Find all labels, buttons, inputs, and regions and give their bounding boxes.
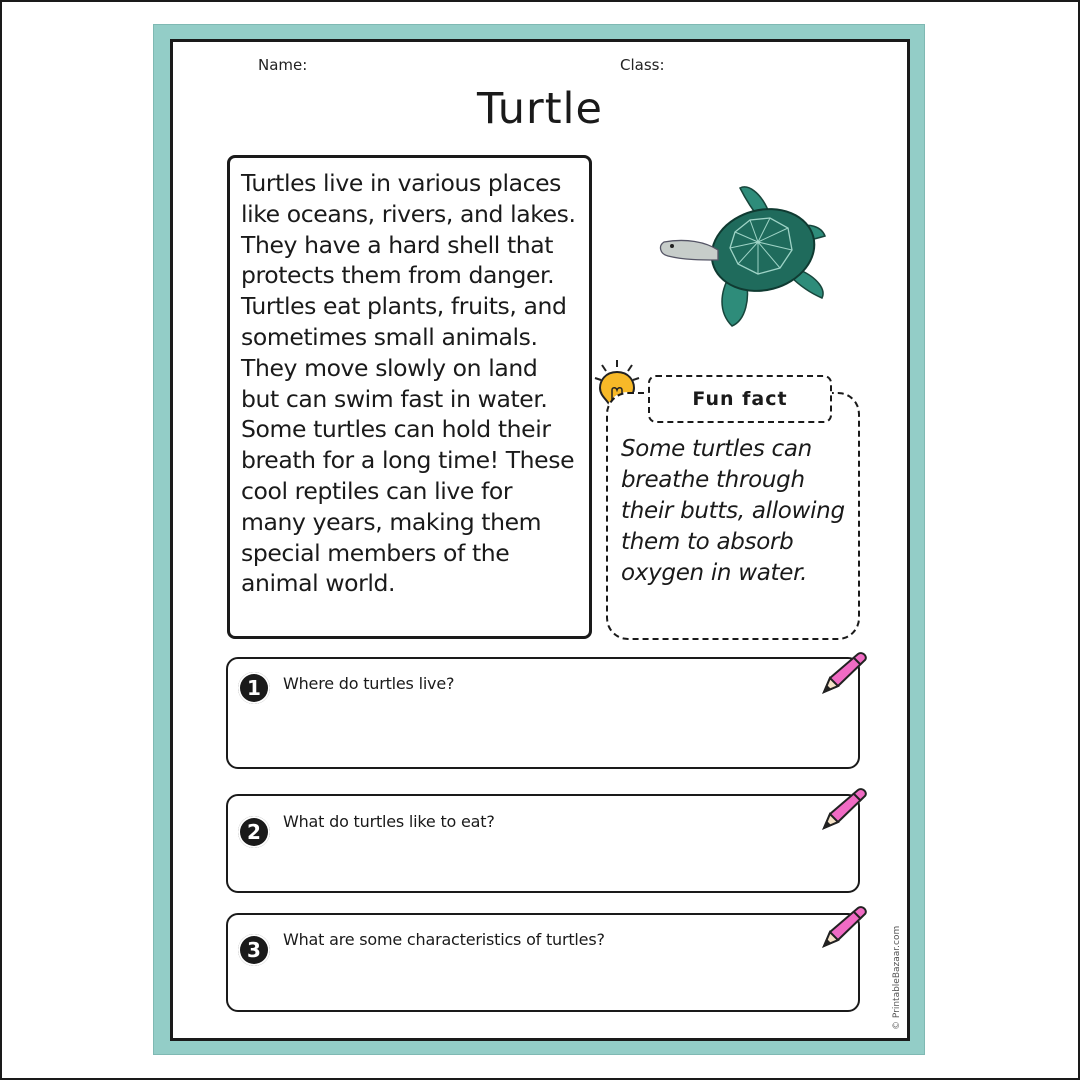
question-text-2: What do turtles like to eat? (283, 812, 495, 831)
question-text-1: Where do turtles live? (283, 674, 455, 693)
question-number-3: 3 (238, 934, 270, 966)
reading-passage-text: Turtles live in various places like oceans, rivers, and lakes. They have a hard shell that protects them from danger. Turtles eat plants, fruits, and sometimes small animals. They move slowly on land but can swim fast in water. Some turtles can hold their breath for a long time! These cool reptiles can live for many years, making them special members of the animal world. (241, 169, 576, 598)
fun-fact-text: Some turtles can breathe through their butts, allowing them to absorb oxygen in water. (621, 436, 845, 586)
class-label: Class: (620, 56, 665, 74)
question-text-3: What are some characteristics of turtles? (283, 930, 605, 949)
pencil-icon (818, 784, 870, 832)
question-number-2: 2 (238, 816, 270, 848)
reading-passage-box (227, 155, 592, 639)
sea-turtle-illustration (650, 180, 840, 330)
copyright-watermark: © PrintableBazaar.com (892, 925, 902, 1030)
page-title: Turtle (477, 84, 603, 134)
name-label: Name: (258, 56, 308, 74)
answer-box-3[interactable] (226, 913, 860, 1012)
answer-box-2[interactable] (226, 794, 860, 893)
fun-fact-label: Fun fact (648, 375, 832, 423)
question-number-1: 1 (238, 672, 270, 704)
pencil-icon (818, 648, 870, 696)
pencil-icon (818, 902, 870, 950)
